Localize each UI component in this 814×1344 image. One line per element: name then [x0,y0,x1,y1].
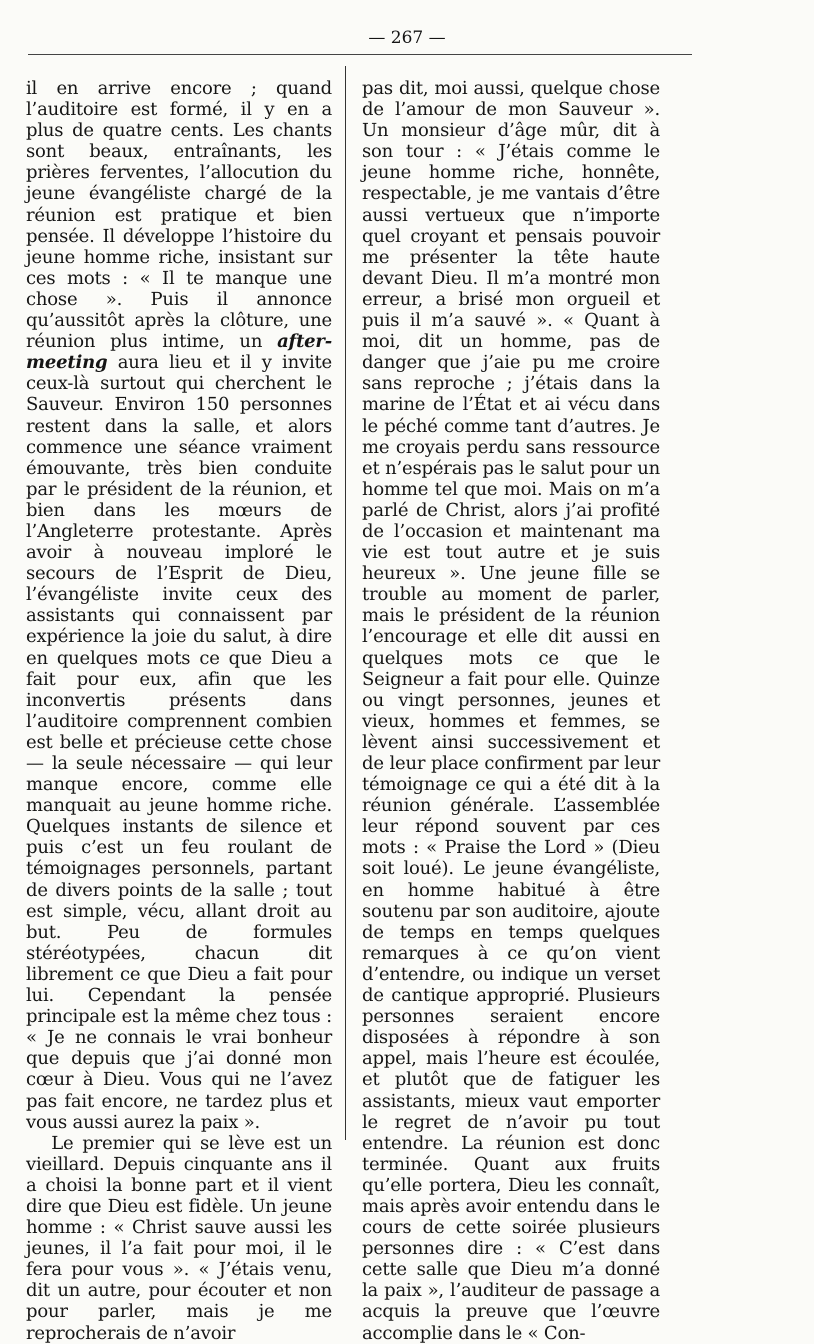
paragraph-1-text-a: il en arrive encore ; quand l’auditoire est formé, il y en a plus de quatre cents. Les chants sont beaux, entraînants, les prières ferventes, l’allocution du jeune évangéliste chargé de la réunion est pratique et bien pensée. Il développe l’histoire du jeune homme riche, insistant sur ces mots : « Il te manque une chose ». Puis il annonce qu’aussitôt après la clôture, une réunion plus intime, un [26,78,332,353]
page-number: — 267 — [368,28,446,48]
right-column [362,78,660,1344]
header-rule [28,54,692,55]
paragraph-1 [26,78,332,1133]
left-column [26,78,332,1344]
paragraph-2: Le premier qui se lève est un vieillard. Depuis cinquante ans il a choisi la bonne part et il vient dire que Dieu est fidèle. Un jeune homme : « Christ sauve aussi les jeunes, il l’a fait pour moi, il le fera pour vous ». « J’étais venu, dit un autre, pour écouter et non pour parler, mais je me reprocherais de n’avoir [26,1132,332,1344]
italic-term: after-meeting [26,331,332,374]
paragraph-right: pas dit, moi aussi, quelque chose de l’amour de mon Sauveur ». Un monsieur d’âge mûr, dit à son tour : « J’étais comme le jeune homme riche, honnête, respectable, je me vantais d’être aussi vertueux que n’importe quel croyant et pensais pouvoir me présenter la tête haute devant Dieu. Il m’a montré mon erreur, a brisé mon orgueil et puis il m’a sauvé ». « Quant à moi, dit un homme, pas de danger que j’aie pu me croire sans reproche ; j’étais dans la marine de l’État et ai vécu dans le péché comme tant d’autres. Je me croyais perdu sans ressource et n’espérais pas le salut pour un homme tel que moi. Mais on m’a parlé de Christ, alors j’ai profité de l’occasion et maintenant ma vie est tout autre et je suis heureux ». Une jeune fille se trouble au moment de parler, mais le président de la réunion l’encourage et elle dit aussi en quelques mots ce que le Seigneur a fait pour elle. Quinze ou vingt personnes, jeunes et vieux, hommes et femmes, se lèvent ainsi successivement et de leur place confirment par leur témoignage ce qui a été dit à la réunion générale. L’assemblée leur répond souvent par ces mots : « Praise the Lord » (Dieu soit loué). Le jeune évangéliste, en homme habitué à être soutenu par son auditoire, ajoute de temps en temps quelques remarques à ce qu’on vient d’entendre, ou indique un verset de cantique approprié. Plusieurs personnes seraient encore disposées à répondre à son appel, mais l’heure est écoulée, et plutôt que de fatiguer les assistants, mieux vaut emporter le regret de n’avoir pu tout entendre. La réunion est donc terminée. Quant aux fruits qu’elle portera, Dieu les connaît, mais après avoir entendu dans le cours de cette soirée plusieurs personnes dire : « C’est dans cette salle que Dieu m’a donné la paix », l’auditeur de passage a acquis la preuve que l’œuvre accomplie dans le « Con- [362,78,660,1344]
paragraph-1-text-b: aura lieu et il y invite ceux-là surtout qui cherchent le Sauveur. Environ 150 personnes restent dans la salle, et alors commence une séance vraiment émouvante, très bien conduite par le président de la réunion, et bien dans les mœurs de l’Angleterre protestante. Après avoir à nouveau imploré le secours de l’Esprit de Dieu, l’évangéliste invite ceux des assistants qui connaissent par expérience la joie du salut, à dire en quelques mots ce que Dieu a fait pour eux, afin que les inconvertis présents dans l’auditoire comprennent combien est belle et précieuse cette chose — la seule nécessaire — qui leur manque encore, comme elle manquait au jeune homme riche. Quelques instants de silence et puis c’est un feu roulant de témoignages personnels, partant de divers points de la salle ; tout est simple, vécu, allant droit au but. Peu de formules stéréotypées, chacun dit librement ce que Dieu a fait pour lui. Cependant la pensée principale est la même chez tous : « Je ne connais le vrai bonheur que depuis que j’ai donné mon cœur à Dieu. Vous qui ne l’avez pas fait encore, ne tardez plus et vous aussi aurez la paix ». [26,352,332,1133]
column-divider [345,66,346,1140]
